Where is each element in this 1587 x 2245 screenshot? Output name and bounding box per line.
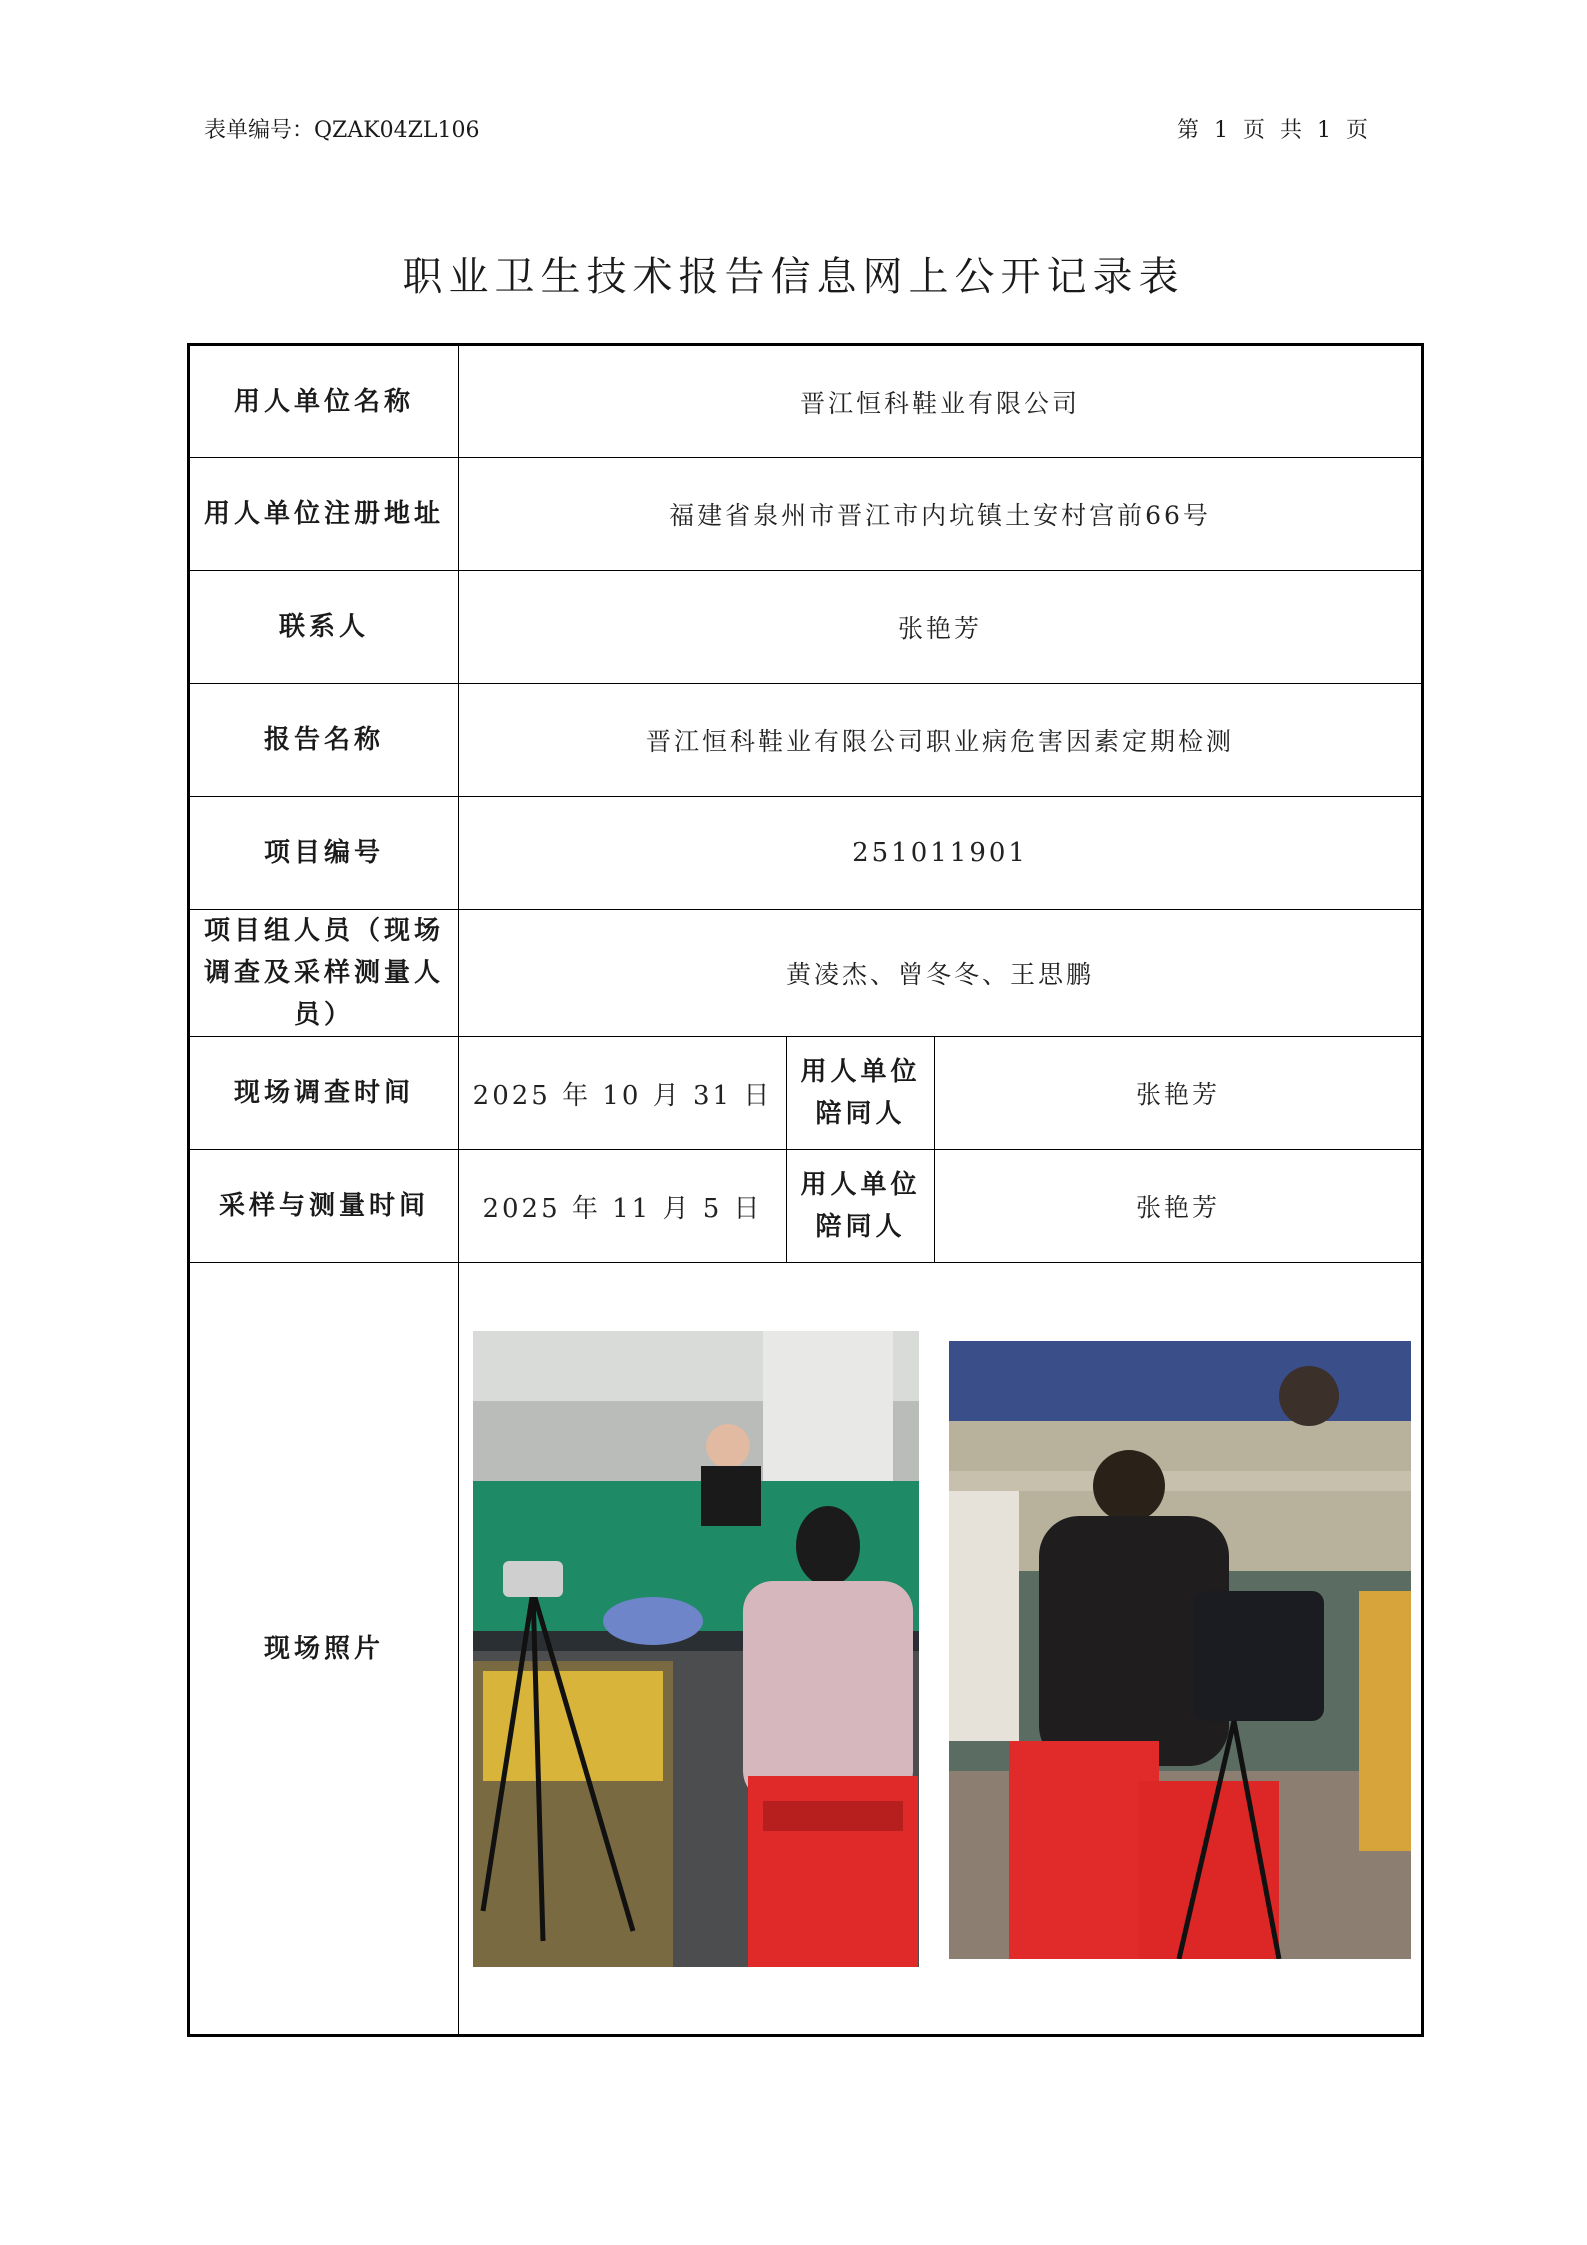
row-contact (189, 571, 1423, 684)
survey-time-value: 2025 年 10 月 31 日 (459, 1037, 787, 1150)
project-number-value: 251011901 (459, 797, 1423, 910)
site-photo-2 (949, 1341, 1411, 1959)
report-name-label: 报告名称 (189, 684, 459, 797)
row-project-team (189, 910, 1423, 1037)
survey-escort-value: 张艳芳 (935, 1037, 1423, 1150)
report-name-value: 晋江恒科鞋业有限公司职业病危害因素定期检测 (459, 684, 1423, 797)
sampling-time-value: 2025 年 11 月 5 日 (459, 1150, 787, 1263)
form-number: 表单编号：QZAK04ZL106 (204, 118, 480, 143)
site-photo-1 (473, 1331, 919, 1967)
row-report-name (189, 684, 1423, 797)
record-table (187, 343, 1424, 2037)
contact-value: 张艳芳 (459, 571, 1423, 684)
sampling-time-label: 采样与测量时间 (189, 1150, 459, 1263)
survey-escort-label: 用人单位陪同人 (787, 1037, 935, 1150)
site-photo-2-image (949, 1341, 1411, 1959)
sampling-escort-value: 张艳芳 (935, 1150, 1423, 1263)
row-employer-address (189, 458, 1423, 571)
sampling-escort-label: 用人单位陪同人 (787, 1150, 935, 1263)
project-number-label: 项目编号 (189, 797, 459, 910)
survey-time-label: 现场调查时间 (189, 1037, 459, 1150)
row-project-number (189, 797, 1423, 910)
row-sampling-time (189, 1150, 1423, 1263)
row-employer-name (189, 345, 1423, 458)
contact-label: 联系人 (189, 571, 459, 684)
document-title: 职业卫生技术报告信息网上公开记录表 (402, 254, 1185, 300)
row-survey-time (189, 1037, 1423, 1150)
employer-address-label: 用人单位注册地址 (189, 458, 459, 571)
photos-label: 现场照片 (189, 1263, 459, 2036)
photos-cell (459, 1263, 1423, 2036)
row-photos (189, 1263, 1423, 2036)
site-photo-1-image (473, 1331, 919, 1967)
employer-address-value: 福建省泉州市晋江市内坑镇土安村宫前66号 (459, 458, 1423, 571)
project-team-label: 项目组人员（现场调查及采样测量人员） (189, 910, 459, 1037)
employer-name-label: 用人单位名称 (189, 345, 459, 458)
page-info: 第 1 页 共 1 页 (1177, 118, 1372, 143)
employer-name-value: 晋江恒科鞋业有限公司 (459, 345, 1423, 458)
project-team-value: 黄凌杰、曾冬冬、王思鹏 (459, 910, 1423, 1037)
